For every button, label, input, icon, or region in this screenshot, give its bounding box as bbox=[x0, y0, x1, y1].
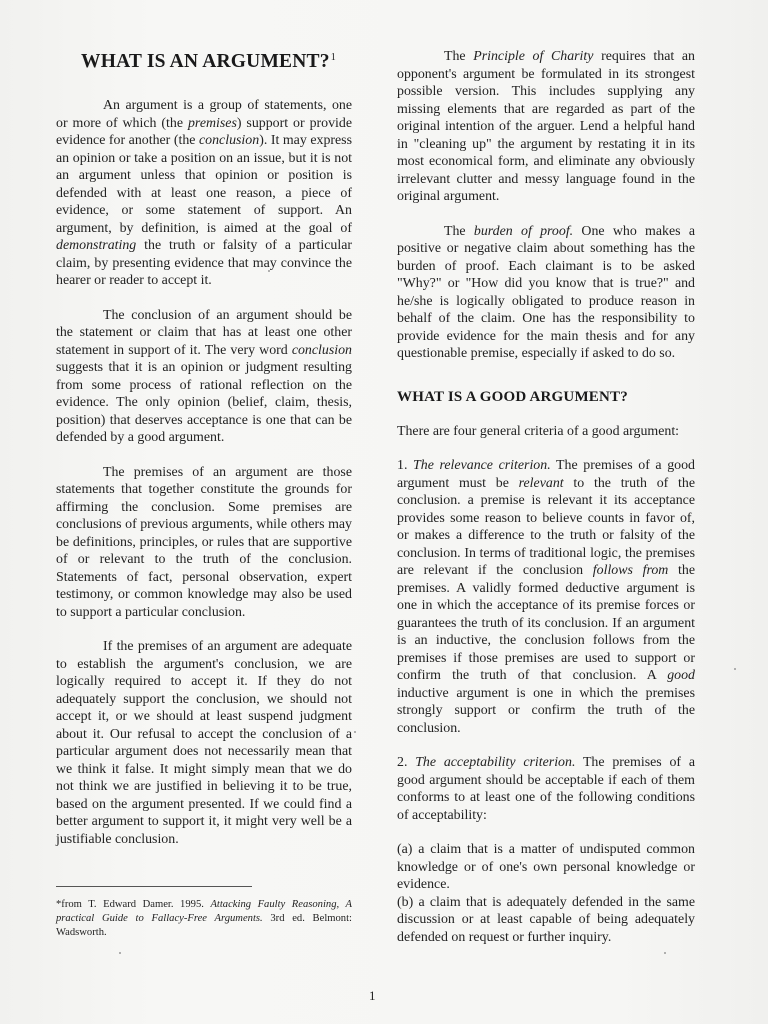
relevance-criterion-paragraph: 1. The relevance criterion. The premises of a good argument must be relevant to the truth of the conclusion. a premise is relevant it its acceptance provides some reason to believe counts in favor of, or makes a difference to the truth or falsity of the conclusion. In terms of traditional logic, the premises are relevant if the conclusion follows from the premises. A validly formed deductive argument is one in which the acceptance of its premise forces or guarantees the truth of its conclusion. If an argument is an inductive, the conclusion follows from the premises if those premises are used to support or confirm the truth of that conclusion. A good inductive argument is one in which the premises strongly support or confirm the truth of the conclusion. bbox=[397, 458, 696, 736]
left-column bbox=[56, 48, 352, 865]
scan-speck bbox=[734, 668, 736, 670]
footnote-divider bbox=[56, 886, 252, 887]
footnote-citation: *from T. Edward Damer. 1995. Attacking Faulty Reasoning, A practical Guide to Fallacy-Free Arguments. 3rd ed. Belmont: Wadsworth. bbox=[56, 899, 352, 938]
criteria-intro: There are four general criteria of a good argument: bbox=[397, 423, 680, 439]
scan-speck bbox=[664, 952, 666, 954]
acceptability-criterion-paragraph: 2. The acceptability criterion. The premises of a good argument should be acceptable if each of them conforms to at least one of the following conditions of acceptability: bbox=[397, 755, 695, 823]
scan-speck bbox=[354, 731, 356, 733]
scan-speck bbox=[268, 270, 270, 272]
page-number: 1 bbox=[369, 988, 376, 1003]
footnote-marker: 1 bbox=[330, 51, 336, 63]
conclusion-paragraph: The conclusion of an argument should be the statement or claim that has at least one other statement in support of it. The very word conclusion suggests that it is an opinion or judgment resulting from some process of rational reflection on the evidence. The only opinion (belief, claim, thesis, position) that deserves acceptance is one that can be defended by a good argument. bbox=[56, 307, 352, 445]
section-heading: WHAT IS A GOOD ARGUMENT? bbox=[397, 388, 628, 405]
condition-a: (a) a claim that is a matter of undisputed common knowledge or of one's own personal knowledge or evidence. bbox=[397, 842, 695, 892]
principle-of-charity-paragraph: The Principle of Charity requires that an opponent's argument be formulated in its strongest possible version. This includes supplying any missing elements that are regarded as part of the original intention of the arguer. Lend a helpful hand in "cleaning up" the argument by restating it in its most economical form, and eliminate any obviously irrelevant clutter and messy language found in the original argument. bbox=[397, 49, 695, 204]
argument-definition-paragraph: An argument is a group of statements, one or more of which (the premises) support or provide evidence for another (the conclusion). It may express an opinion or take a position on an issue, but it is not an argument unless that opinion or position is defended with at least one reason, a piece of evidence, or some statement of support. An argument, by definition, is aimed at the goal of demonstrating the truth or falsity of a particular claim, by presenting evidence that may convince the hearer or reader to accept it. bbox=[56, 98, 353, 288]
scan-speck bbox=[119, 952, 121, 954]
adequacy-paragraph: If the premises of an argument are adequate to establish the argument's conclusion, we are logically required to accept it. If they do not adequately support the conclusion, we should not accept it, or we should at least suspend judgment about it. Our refusal to accept the conclusion of a particular argument does not necessarily mean that we think it false. It might simply mean that we do not think we are justified in believing it to be true, based on the argument presented. If we could find a better argument to support it, it might very well be a justifiable conclusion. bbox=[56, 639, 352, 847]
burden-of-proof-paragraph: The burden of proof. One who makes a positive or negative claim about something has the burden of proof. Each claimant is to be asked "Why?" or "How did you know that is true?" and he/she is logically obligated to produce reason in behalf of the claim. One has the responsibility to provide evidence for the main thesis and for any questionable premise, especially if asked to do so. bbox=[397, 223, 695, 361]
premises-paragraph: The premises of an argument are those statements that together constitute the grounds for affirming the conclusion. Some premises are conclusions of previous arguments, while others may be definitions, principles, or rules that are supportive of or relevant to the truth of the conclusion. Statements of fact, personal observation, expert testimony, or common knowledge may also be used to support a particular conclusion. bbox=[56, 464, 352, 620]
footnote bbox=[56, 886, 352, 940]
condition-b: (b) a claim that is adequately defended in the same discussion or at least capable of being adequately defended on request or further inquiry. bbox=[397, 894, 695, 945]
page-title: WHAT IS AN ARGUMENT?$^1$ bbox=[81, 51, 336, 72]
right-column bbox=[397, 48, 695, 946]
